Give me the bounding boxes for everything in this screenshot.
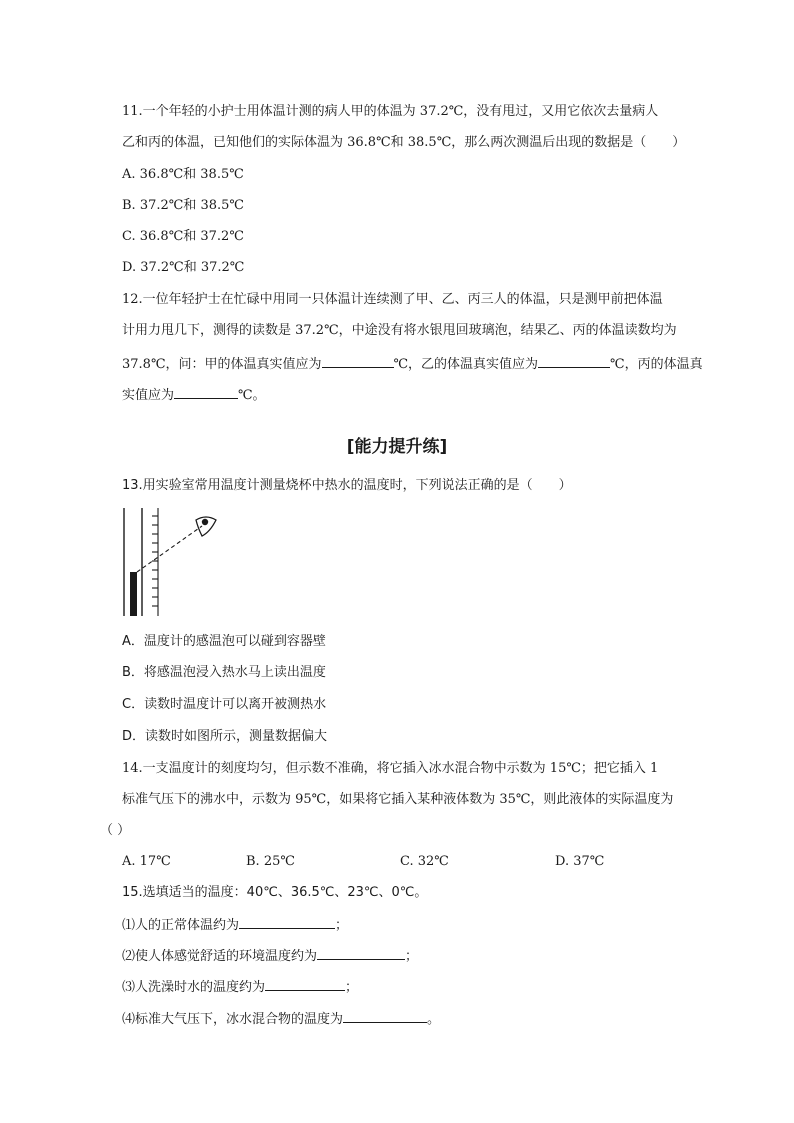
q13-stem: 13.用实验室常用温度计测量烧杯中热水的温度时，下列说法正确的是（ ）: [122, 478, 572, 493]
q13-option-d: D．读数时如图所示，测量数据偏大: [122, 729, 328, 744]
q12-answer-blank-3[interactable]: [174, 384, 238, 399]
q14-line-3: （ ）: [100, 823, 131, 838]
q15-item-2: [122, 945, 418, 967]
q14-line-2: 标准气压下的沸水中，示数为 95℃，如果将它插入某种液体数为 35℃，则此液体的实际温度为: [122, 792, 674, 807]
q15-stem: 15.选填适当的温度：40℃、36.5℃、23℃、0℃。: [122, 885, 428, 900]
q13-option-a: A．温度计的感温泡可以碰到容器壁: [122, 634, 326, 649]
q12-line3-text-b: ℃，乙的体温真实值应为: [393, 357, 539, 372]
q15-item-3-end: ；: [345, 980, 359, 995]
q14-line-1: 14.一支温度计的刻度均匀，但示数不准确，将它插入冰水混合物中示数为 15℃；把它插入 1: [122, 761, 659, 776]
q15-item-3-text: ⑶人洗澡时水的温度约为: [122, 980, 266, 995]
q15-answer-blank-1[interactable]: [239, 914, 335, 929]
q14-option-d: D. 37℃: [555, 854, 605, 869]
q15-answer-blank-2[interactable]: [317, 945, 405, 960]
q12-line3-text-a: 37.8℃，问：甲的体温真实值应为: [122, 357, 322, 372]
q13-option-c: C．读数时温度计可以离开被测热水: [122, 697, 327, 712]
q11-option-b: B. 37.2℃和 38.5℃: [122, 198, 244, 213]
q12-line-4: [122, 384, 266, 406]
q14-option-a: A. 17℃: [122, 854, 171, 869]
section-title: [能力提升练]: [346, 437, 448, 457]
q15-answer-blank-4[interactable]: [343, 1008, 427, 1023]
thermometer-figure: [118, 506, 228, 618]
q11-option-d: D. 37.2℃和 37.2℃: [122, 260, 245, 275]
q15-answer-blank-3[interactable]: [265, 976, 345, 991]
q14-option-b: B. 25℃: [246, 854, 295, 869]
q15-item-1: [122, 914, 348, 936]
q15-item-4-end: 。: [427, 1012, 441, 1027]
q11-option-c: C. 36.8℃和 37.2℃: [122, 229, 244, 244]
thermometer-liquid-column: [130, 572, 137, 616]
q11-line-1: 11.一个年轻的小护士用体温计测的病人甲的体温为 37.2℃，没有甩过，又用它依次去量病人: [122, 104, 659, 119]
q15-item-2-text: ⑵使人体感觉舒适的环境温度约为: [122, 949, 318, 964]
q15-item-4-text: ⑷标准大气压下，冰水混合物的温度为: [122, 1012, 344, 1027]
q12-line-1: 12.一位年轻护士在忙碌中用同一只体温计连续测了甲、乙、丙三人的体温，只是测甲前把体温: [122, 292, 663, 307]
q12-line-3: [122, 353, 703, 375]
q11-option-a: A. 36.8℃和 38.5℃: [122, 167, 244, 182]
q12-line-2: 计用力甩几下，测得的读数是 37.2℃，中途没有将水银甩回玻璃泡，结果乙、丙的体温读数均为: [122, 323, 677, 338]
q15-item-1-end: ；: [335, 918, 349, 933]
q12-answer-blank-2[interactable]: [538, 353, 610, 368]
q12-line4-text-b: ℃。: [238, 388, 266, 403]
q13-option-b: B．将感温泡浸入热水马上读出温度: [122, 665, 326, 680]
eye-icon: [196, 517, 216, 536]
q11-line-2: 乙和丙的体温，已知他们的实际体温为 36.8℃和 38.5℃，那么两次测温后出现的数据是（ ）: [122, 135, 686, 150]
thermometer-scale-ticks: [152, 508, 158, 616]
q15-item-2-end: ；: [405, 949, 419, 964]
q15-item-4: [122, 1008, 440, 1030]
q15-item-3: [122, 976, 358, 998]
q12-line4-text-a: 实值应为: [122, 388, 175, 403]
q12-answer-blank-1[interactable]: [322, 353, 394, 368]
q14-option-c: C. 32℃: [400, 854, 449, 869]
q15-item-1-text: ⑴人的正常体温约为: [122, 918, 240, 933]
line-of-sight-dashed: [137, 526, 202, 572]
q12-line3-text-c: ℃，丙的体温真: [610, 357, 703, 372]
